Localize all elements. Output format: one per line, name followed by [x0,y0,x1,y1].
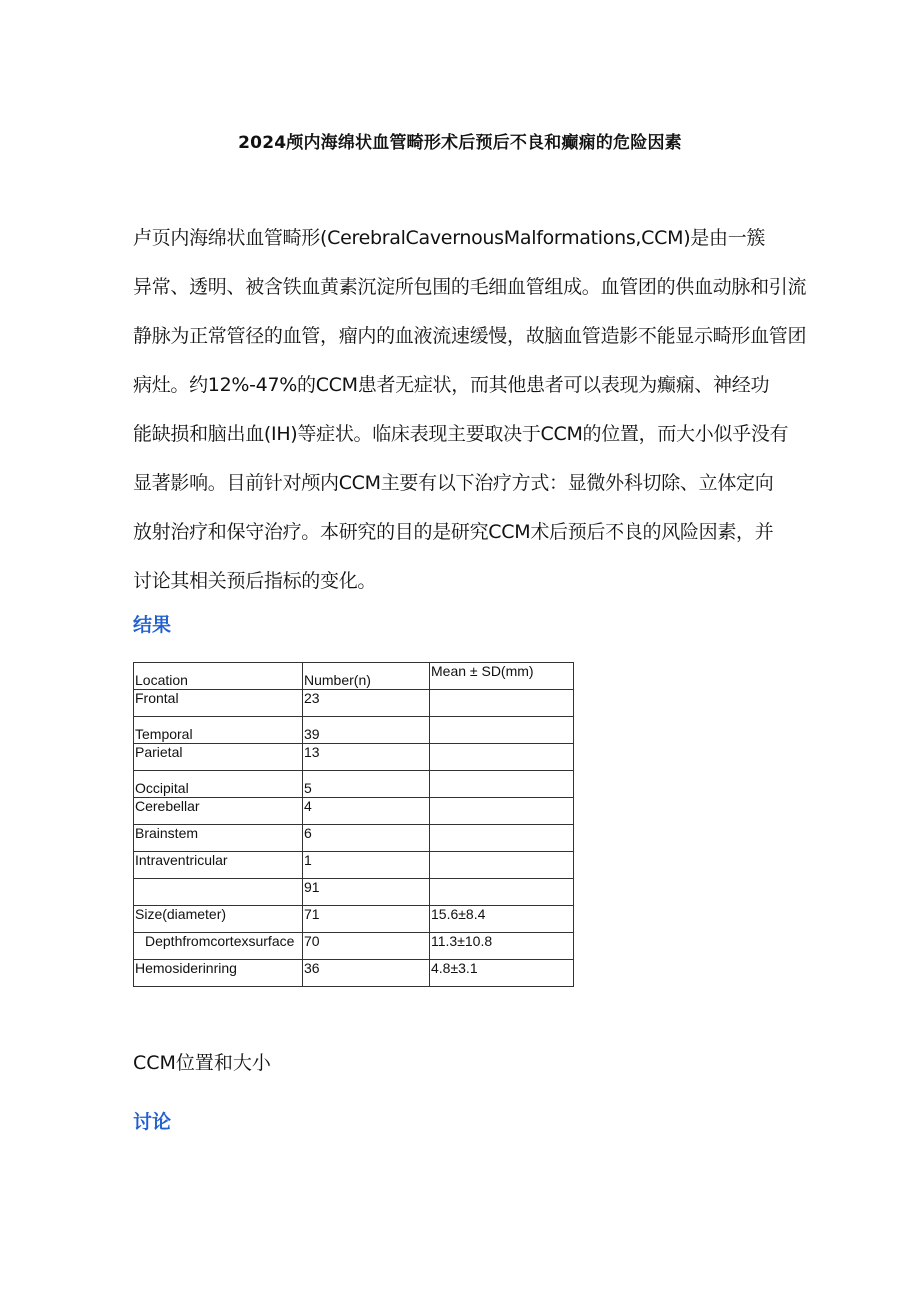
paragraph-line: 病灶。约12%-47%的CCM患者无症状，而其他患者可以表现为癫痫、神经功 [133,374,770,396]
paragraph-line: 显著影响。目前针对颅内CCM主要有以下治疗方式：显微外科切除、立体定向 [133,472,774,494]
cell-location [134,879,303,906]
cell-number: 13 [303,744,430,771]
cell-number: 39 [303,717,430,744]
cell-location: Intraventricular [134,852,303,879]
table-row [134,717,574,744]
cell-location: Occipital [134,771,303,798]
cell-number: 4 [303,798,430,825]
cell-location: Parietal [134,744,303,771]
header-number: Number(n) [303,663,430,690]
header-location: Location [134,663,303,690]
paragraph-line: 讨论其相关预后指标的变化。 [133,570,377,592]
paragraph-line: 放射治疗和保守治疗。本研究的目的是研究CCM术后预后不良的风险因素，并 [133,521,774,543]
cell-mean-sd: 11.3±10.8 [430,933,574,960]
table-row [134,798,574,825]
table-row [134,852,574,879]
table-row [134,690,574,717]
table-row [134,933,574,960]
intro-paragraph [133,214,807,606]
paragraph-line: 能缺损和脑出血(IH)等症状。临床表现主要取决于CCM的位置，而大小似乎没有 [133,423,789,445]
cell-number: 71 [303,906,430,933]
cell-location: Temporal [134,717,303,744]
cell-location: Cerebellar [134,798,303,825]
table-caption: CCM位置和大小 [133,1052,271,1074]
cell-mean-sd [430,825,574,852]
cell-number: 91 [303,879,430,906]
cell-number: 5 [303,771,430,798]
cell-mean-sd [430,798,574,825]
cell-location: Depthfromcortexsurface [134,933,303,960]
cell-number: 1 [303,852,430,879]
cell-number: 23 [303,690,430,717]
table-row [134,771,574,798]
paragraph-line: 卢页内海绵状血管畸形(CerebralCavernousMalformations,CCM)是由一簇 [133,227,766,249]
cell-mean-sd [430,771,574,798]
cell-mean-sd: 15.6±8.4 [430,906,574,933]
location-size-table [133,662,574,987]
cell-mean-sd [430,744,574,771]
document-title: 2024颅内海绵状血管畸形术后预后不良和癫痫的危险因素 [238,133,682,153]
cell-number: 6 [303,825,430,852]
paragraph-line: 静脉为正常管径的血管，瘤内的血液流速缓慢，故脑血管造影不能显示畸形血管团 [133,325,807,347]
cell-mean-sd [430,852,574,879]
table-row [134,879,574,906]
cell-location: Size(diameter) [134,906,303,933]
cell-location: Brainstem [134,825,303,852]
results-heading: 结果 [133,614,172,636]
cell-mean-sd: 4.8±3.1 [430,960,574,987]
cell-location: Frontal [134,690,303,717]
cell-number: 36 [303,960,430,987]
table-row [134,744,574,771]
paragraph-line: 异常、透明、被含铁血黄素沉淀所包围的毛细血管组成。血管团的供血动脉和引流 [133,276,807,298]
table-row [134,906,574,933]
cell-mean-sd [430,690,574,717]
table-row [134,825,574,852]
cell-mean-sd [430,879,574,906]
cell-mean-sd [430,717,574,744]
cell-location: Hemosiderinring [134,960,303,987]
table-row [134,960,574,987]
header-mean-sd: Mean ± SD(mm) [430,663,574,690]
table-header-row [134,663,574,690]
discussion-heading: 讨论 [133,1111,172,1133]
cell-number: 70 [303,933,430,960]
